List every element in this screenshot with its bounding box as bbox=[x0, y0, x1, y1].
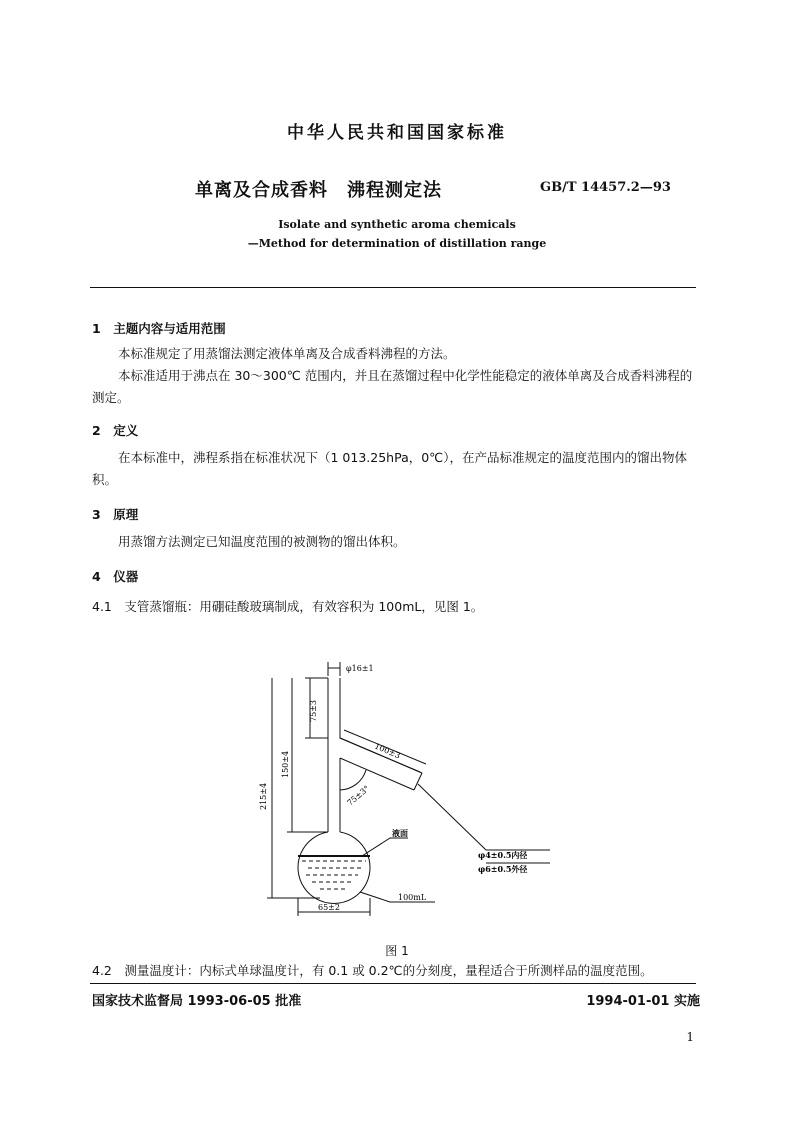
section-4-item-1: 4.1 支管蒸馏瓶：用硼硅酸玻璃制成，有效容积为 100mL，见图 1。 bbox=[92, 599, 484, 614]
section-3-paragraph-1: 用蒸馏方法测定已知温度范围的被测物的馏出体积。 bbox=[118, 534, 406, 549]
distillation-flask-diagram bbox=[250, 660, 570, 920]
tube-diameter-leader bbox=[418, 784, 550, 850]
approval-date: 国家技术监督局 1993-06-05 批准 bbox=[92, 994, 302, 1009]
neck-diameter-dim bbox=[328, 662, 340, 676]
section-4-heading: 4 仪器 bbox=[92, 569, 139, 584]
standard-number-text: GB/T 14457.2—93 bbox=[540, 180, 671, 195]
document-title: 单离及合成香料 沸程测定法 bbox=[195, 180, 442, 201]
label-bulb-diameter: 65±2 bbox=[318, 903, 340, 912]
label-neck-diameter: φ16±1 bbox=[346, 664, 374, 673]
label-dim-100: 100±3 bbox=[373, 741, 402, 761]
footer-divider bbox=[90, 983, 696, 984]
section-1-paragraph-2: 本标准适用于沸点在 30～300℃ 范围内，并且在蒸馏过程中化学性能稳定的液体单离及合成香料沸程的测定。 bbox=[92, 368, 693, 405]
document-org-title: 中华人民共和国国家标准 bbox=[287, 123, 507, 143]
header-divider bbox=[90, 287, 696, 288]
english-title-line-2: —Method for determination of distillation range bbox=[247, 237, 547, 250]
standard-number bbox=[540, 180, 671, 195]
label-volume: 100mL bbox=[398, 893, 427, 902]
section-2-heading: 2 定义 bbox=[92, 423, 139, 438]
section-2-paragraph-1: 在本标准中，沸程系指在标准状况下（1 013.25hPa，0℃），在产品标准规定的温度范围内的馏出物体积。 bbox=[92, 450, 687, 487]
page-number: 1 bbox=[686, 1030, 694, 1044]
liquid-fill bbox=[302, 861, 366, 889]
figure-caption: 图 1 bbox=[385, 944, 409, 958]
section-3-heading: 3 原理 bbox=[92, 507, 139, 522]
label-outer-diameter: φ6±0.5外径 bbox=[478, 864, 528, 874]
label-dim-215: 215±4 bbox=[259, 782, 268, 810]
label-dim-150: 150±4 bbox=[281, 750, 290, 778]
side-tube-end bbox=[414, 773, 422, 790]
label-angle: 75±3° bbox=[345, 783, 372, 808]
side-tube-bottom bbox=[340, 758, 414, 790]
liquid-level-leader bbox=[362, 838, 408, 856]
flask-neck-right bbox=[340, 678, 420, 772]
english-title-line-1: Isolate and synthetic aroma chemicals bbox=[278, 218, 516, 231]
dim-150-line bbox=[287, 678, 328, 832]
label-liquid-level: 液面 bbox=[392, 828, 408, 838]
label-dim-75: 75±3 bbox=[309, 700, 318, 722]
label-inner-diameter: φ4±0.5内径 bbox=[478, 850, 528, 860]
section-1-heading: 1 主题内容与适用范围 bbox=[92, 321, 226, 336]
section-4-item-2: 4.2 测量温度计：内标式单球温度计，有 0.1 或 0.2℃的分刻度，量程适合于所测样品的温度范围。 bbox=[92, 963, 653, 978]
effective-date: 1994-01-01 实施 bbox=[586, 994, 700, 1009]
section-1-paragraph-1: 本标准规定了用蒸馏法测定液体单离及合成香料沸程的方法。 bbox=[118, 346, 456, 361]
